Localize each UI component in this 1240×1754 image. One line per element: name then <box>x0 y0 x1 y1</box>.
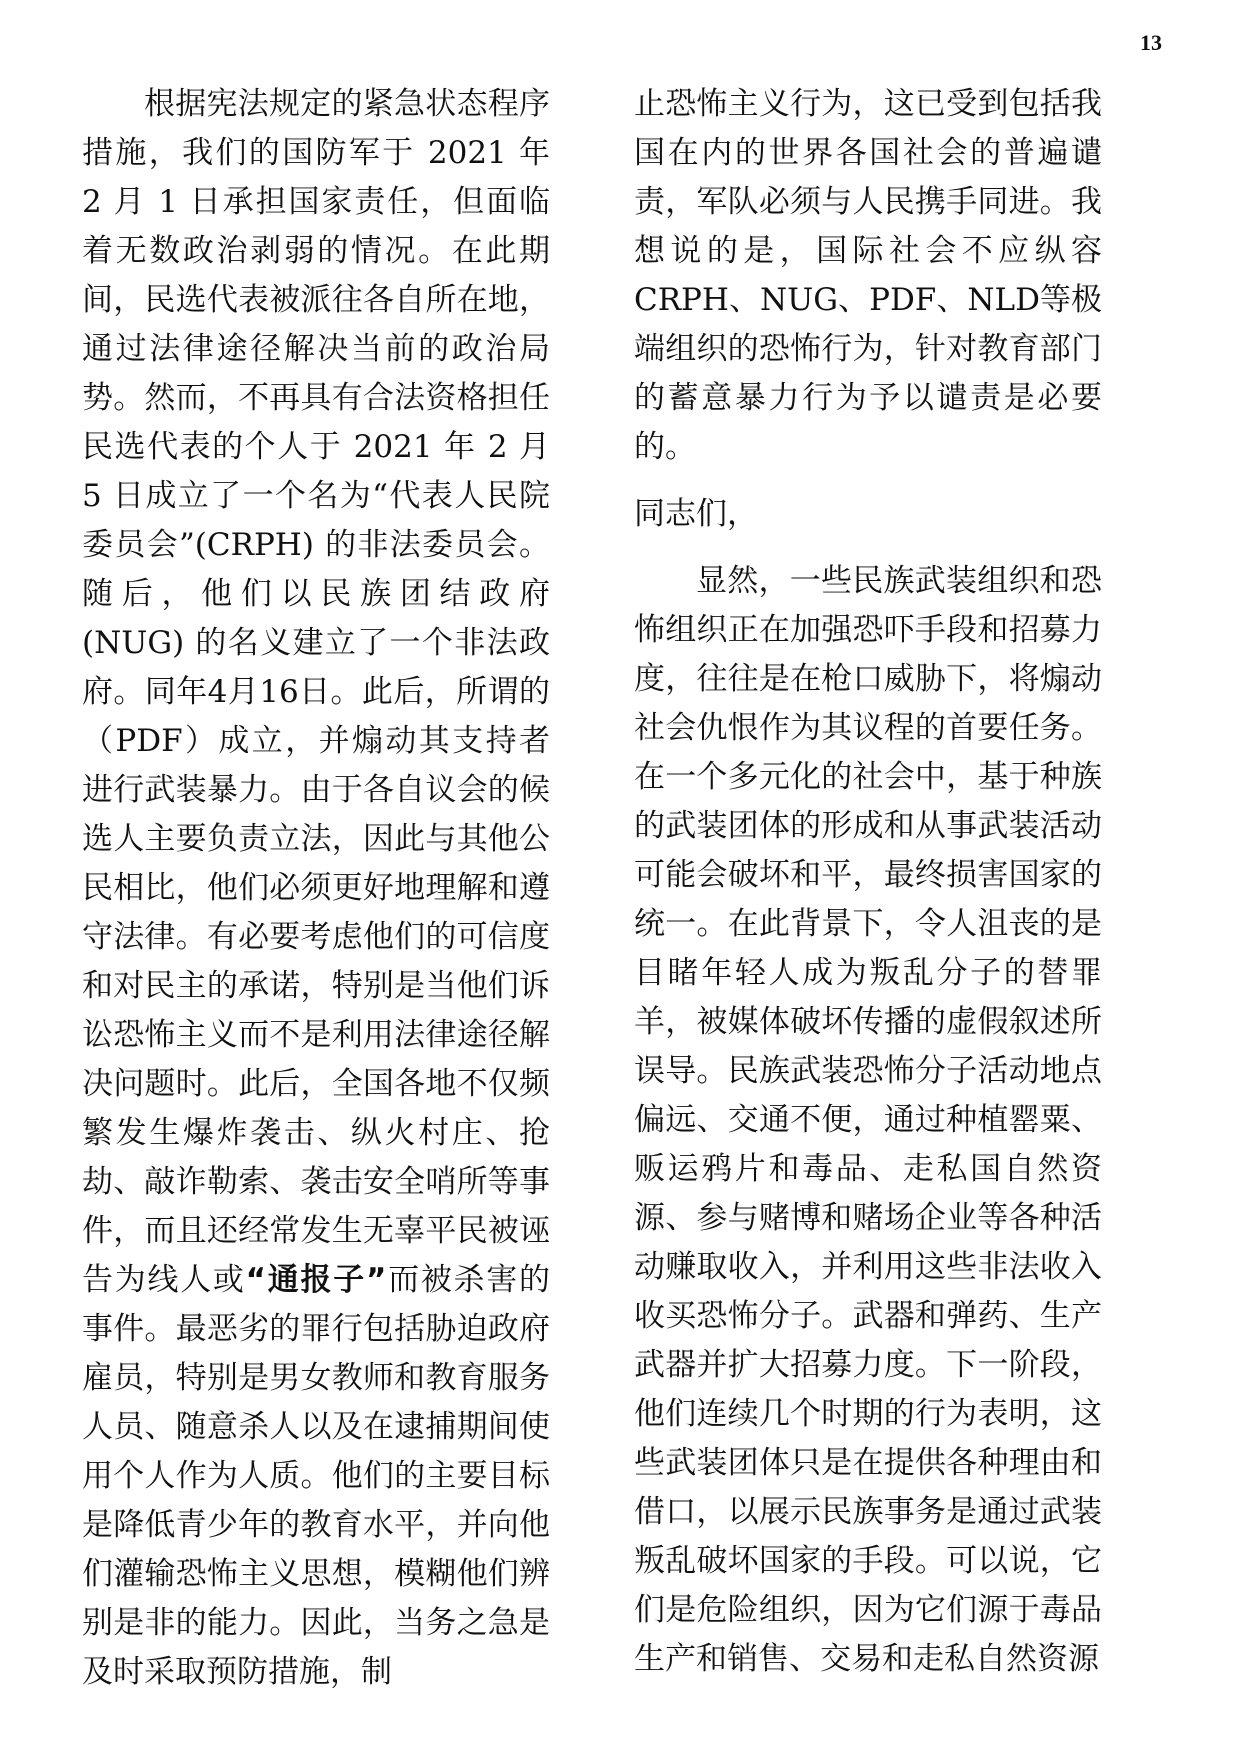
body-paragraph <box>82 80 550 1697</box>
bold-term: “通报子” <box>245 1262 387 1298</box>
salutation: 同志们， <box>634 496 758 532</box>
body-paragraph: 显然，一些民族武装组织和恐怖组织正在加强恐吓手段和招募力度，往往是在枪口威胁下，将煽动社会仇恨作为其议程的首要任务。在一个多元化的社会中，基于种族的武装团体的形成和从事武装活动可能会破坏和平，最终损害国家的统一。在此背景下，令人沮丧的是目睹年轻人成为叛乱分子的替罪羊，被媒体破坏传播的虚假叙述所误导。民族武装恐怖分子活动地点偏远、交通不便，通过种植罂粟、贩运鸦片和毒品、走私国自然资源、参与赌博和赌场企业等各种活动赚取收入，并利用这些非法收入收买恐怖分子。武器和弹药、生产武器并扩大招募力度。下一阶段，他们连续几个时期的行为表明，这些武装团体只是在提供各种理由和借口，以展示民族事务是通过武装叛乱破坏国家的手段。可以说，它们是危险组织，因为它们源于毒品生产和销售、交易和走私自然资源 <box>634 563 1102 1677</box>
body-paragraph: 止恐怖主义行为，这已受到包括我国在内的世界各国社会的普遍谴责，军队必须与人民携手同进。我想说的是，国际社会不应纵容CRPH、NUG、PDF、NLD等极端组织的恐怖行为，针对教育部门的蓄意暴力行为予以谴责是必要的。 <box>634 86 1102 465</box>
left-column <box>82 80 550 1697</box>
page-number: 13 <box>1140 30 1162 55</box>
paragraph-text: 根据宪法规定的紧急状态程序措施，我们的国防军于 2021 年 2 月 1 日承担国家责任，但面临着无数政治剥弱的情况。在此期间，民选代表被派往各自所在地，通过法律途径解决当前的政治局势。然而，不再具有合法资格担任民选代表的个人于 2021 年 2 月 5 日成立了一个名为“代表人民院委员会”(CRPH) 的非法委员会。随后，他们以民族团结政府 (NUG) 的名义建立了一个非法政府。同年4月16日。此后，所谓的（PDF）成立，并煽动其支持者进行武装暴力。由于各自议会的候选人主要负责立法，因此与其他公民相比，他们必须更好地理解和遵守法律。有必要考虑他们的可信度和对民主的承诺，特别是当他们诉讼恐怖主义而不是利用法律途径解决问题时。此后，全国各地不仅频繁发生爆炸袭击、纵火村庄、抢劫、敲诈勒索、袭击安全哨所等事件，而且还经常发生无辜平民被诬告为线人或 <box>82 86 550 1298</box>
paragraph-text-continued: 而被杀害的事件。最恶劣的罪行包括胁迫政府雇员，特别是男女教师和教育服务人员、随意杀人以及在逮捕期间使用个人作为人质。他们的主要目标是降低青少年的教育水平，并向他们灌输恐怖主义思想，模糊他们辨别是非的能力。因此，当务之急是及时采取预防措施，制 <box>82 1262 551 1690</box>
right-column <box>634 80 1102 1684</box>
